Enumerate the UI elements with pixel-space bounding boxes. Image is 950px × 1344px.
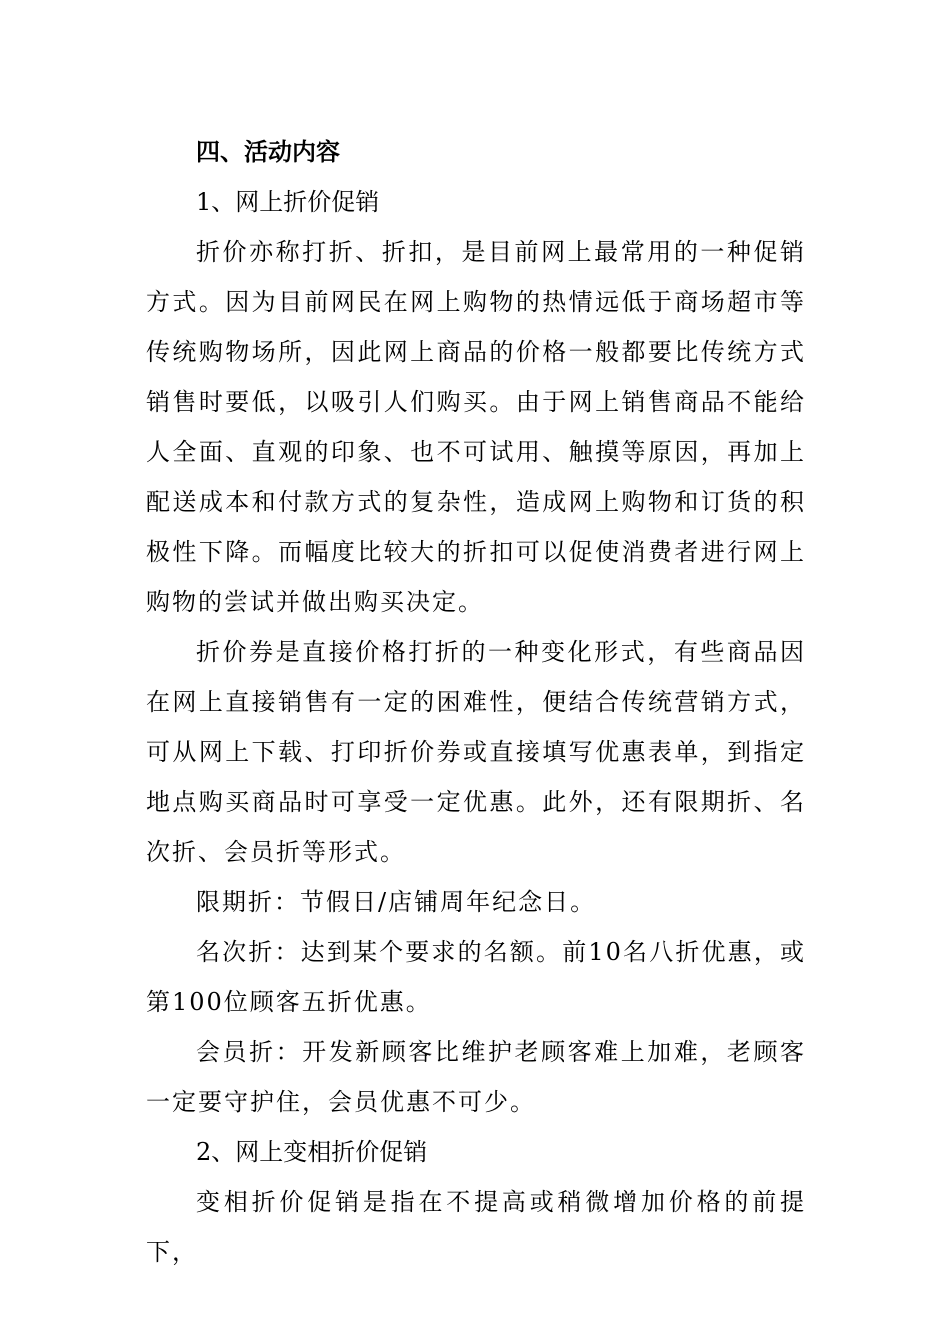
section-heading: 四、活动内容 — [196, 138, 340, 166]
subsection-heading-1: 1、网上折价促销 — [196, 188, 380, 216]
paragraph-disguised-discount: 变相折价促销是指在不提高或稍微增加价格的前提下， — [146, 1188, 806, 1266]
document-body — [146, 127, 806, 1277]
paragraph-limited-time-discount: 限期折：节假日/店铺周年纪念日。 — [196, 888, 597, 916]
subsection-heading-2: 2、网上变相折价促销 — [196, 1138, 428, 1166]
paragraph-member-discount: 会员折：开发新顾客比维护老顾客难上加难，老顾客一定要守护住，会员优惠不可少。 — [146, 1038, 806, 1116]
paragraph-coupon: 折价券是直接价格打折的一种变化形式，有些商品因在网上直接销售有一定的困难性，便结合传统营销方式，可从网上下载、打印折价券或直接填写优惠表单，到指定地点购买商品时可享受一定优惠。此外，还有限期折、名次折、会员折等形式。 — [146, 638, 806, 866]
paragraph-discount-intro: 折价亦称打折、折扣，是目前网上最常用的一种促销方式。因为目前网民在网上购物的热情远低于商场超市等传统购物场所，因此网上商品的价格一般都要比传统方式销售时要低，以吸引人们购买。由于网上销售商品不能给人全面、直观的印象、也不可试用、触摸等原因，再加上配送成本和付款方式的复杂性，造成网上购物和订货的积极性下降。而幅度比较大的折扣可以促使消费者进行网上购物的尝试并做出购买决定。 — [146, 238, 806, 616]
paragraph-ranking-discount: 名次折：达到某个要求的名额。前10名八折优惠，或第100位顾客五折优惠。 — [146, 938, 806, 1016]
